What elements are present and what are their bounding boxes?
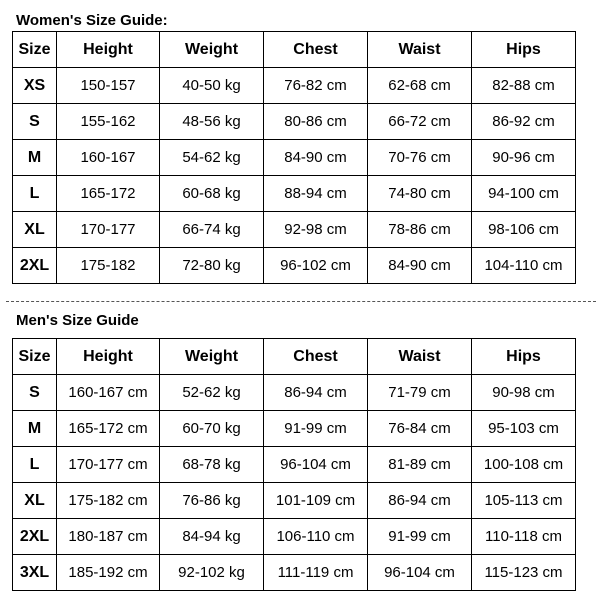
waist-cell: 91-99 cm [368, 519, 472, 555]
column-header-hips: Hips [472, 32, 576, 68]
size-cell: S [13, 104, 57, 140]
weight-cell: 72-80 kg [160, 248, 264, 284]
size-cell: 2XL [13, 519, 57, 555]
size-cell: XS [13, 68, 57, 104]
hips-cell: 115-123 cm [472, 555, 576, 591]
hips-cell: 82-88 cm [472, 68, 576, 104]
size-cell: M [13, 411, 57, 447]
table-row [13, 519, 576, 555]
table-row [13, 68, 576, 104]
column-header-weight: Weight [160, 32, 264, 68]
hips-cell: 110-118 cm [472, 519, 576, 555]
waist-cell: 86-94 cm [368, 483, 472, 519]
hips-cell: 90-96 cm [472, 140, 576, 176]
chest-cell: 96-102 cm [264, 248, 368, 284]
table-row [13, 104, 576, 140]
height-cell: 150-157 [57, 68, 160, 104]
hips-cell: 95-103 cm [472, 411, 576, 447]
hips-cell: 104-110 cm [472, 248, 576, 284]
waist-cell: 96-104 cm [368, 555, 472, 591]
weight-cell: 66-74 kg [160, 212, 264, 248]
women-size-guide-title: Women's Size Guide: [16, 12, 168, 29]
chest-cell: 106-110 cm [264, 519, 368, 555]
hips-cell: 100-108 cm [472, 447, 576, 483]
weight-cell: 60-70 kg [160, 411, 264, 447]
chest-cell: 91-99 cm [264, 411, 368, 447]
waist-cell: 81-89 cm [368, 447, 472, 483]
weight-cell: 68-78 kg [160, 447, 264, 483]
hips-cell: 90-98 cm [472, 375, 576, 411]
waist-cell: 78-86 cm [368, 212, 472, 248]
weight-cell: 76-86 kg [160, 483, 264, 519]
column-header-chest: Chest [264, 339, 368, 375]
size-cell: S [13, 375, 57, 411]
column-header-waist: Waist [368, 339, 472, 375]
height-cell: 185-192 cm [57, 555, 160, 591]
size-cell: L [13, 176, 57, 212]
hips-cell: 94-100 cm [472, 176, 576, 212]
chest-cell: 88-94 cm [264, 176, 368, 212]
table-row [13, 248, 576, 284]
chest-cell: 96-104 cm [264, 447, 368, 483]
waist-cell: 66-72 cm [368, 104, 472, 140]
weight-cell: 54-62 kg [160, 140, 264, 176]
weight-cell: 40-50 kg [160, 68, 264, 104]
table-row [13, 375, 576, 411]
men-size-guide-title: Men's Size Guide [16, 312, 139, 329]
column-header-height: Height [57, 32, 160, 68]
chest-cell: 92-98 cm [264, 212, 368, 248]
height-cell: 175-182 [57, 248, 160, 284]
weight-cell: 92-102 kg [160, 555, 264, 591]
women-size-table [12, 31, 576, 284]
height-cell: 155-162 [57, 104, 160, 140]
table-row [13, 176, 576, 212]
waist-cell: 71-79 cm [368, 375, 472, 411]
waist-cell: 76-84 cm [368, 411, 472, 447]
chest-cell: 80-86 cm [264, 104, 368, 140]
hips-cell: 86-92 cm [472, 104, 576, 140]
column-header-waist: Waist [368, 32, 472, 68]
table-row [13, 447, 576, 483]
men-size-table [12, 338, 576, 591]
height-cell: 180-187 cm [57, 519, 160, 555]
waist-cell: 62-68 cm [368, 68, 472, 104]
weight-cell: 48-56 kg [160, 104, 264, 140]
table-row [13, 140, 576, 176]
column-header-size: Size [13, 339, 57, 375]
height-cell: 165-172 [57, 176, 160, 212]
hips-cell: 105-113 cm [472, 483, 576, 519]
chest-cell: 76-82 cm [264, 68, 368, 104]
table-row [13, 212, 576, 248]
height-cell: 170-177 [57, 212, 160, 248]
chest-cell: 86-94 cm [264, 375, 368, 411]
waist-cell: 74-80 cm [368, 176, 472, 212]
weight-cell: 60-68 kg [160, 176, 264, 212]
weight-cell: 52-62 kg [160, 375, 264, 411]
table-row [13, 411, 576, 447]
size-cell: XL [13, 483, 57, 519]
chest-cell: 111-119 cm [264, 555, 368, 591]
waist-cell: 84-90 cm [368, 248, 472, 284]
size-cell: L [13, 447, 57, 483]
height-cell: 175-182 cm [57, 483, 160, 519]
section-divider [6, 301, 596, 302]
column-header-weight: Weight [160, 339, 264, 375]
column-header-size: Size [13, 32, 57, 68]
waist-cell: 70-76 cm [368, 140, 472, 176]
size-cell: XL [13, 212, 57, 248]
weight-cell: 84-94 kg [160, 519, 264, 555]
table-header-row [13, 339, 576, 375]
height-cell: 160-167 cm [57, 375, 160, 411]
height-cell: 160-167 [57, 140, 160, 176]
table-row [13, 483, 576, 519]
size-cell: 3XL [13, 555, 57, 591]
height-cell: 170-177 cm [57, 447, 160, 483]
height-cell: 165-172 cm [57, 411, 160, 447]
column-header-hips: Hips [472, 339, 576, 375]
chest-cell: 101-109 cm [264, 483, 368, 519]
chest-cell: 84-90 cm [264, 140, 368, 176]
table-row [13, 555, 576, 591]
column-header-chest: Chest [264, 32, 368, 68]
column-header-height: Height [57, 339, 160, 375]
size-cell: 2XL [13, 248, 57, 284]
hips-cell: 98-106 cm [472, 212, 576, 248]
table-header-row [13, 32, 576, 68]
size-cell: M [13, 140, 57, 176]
